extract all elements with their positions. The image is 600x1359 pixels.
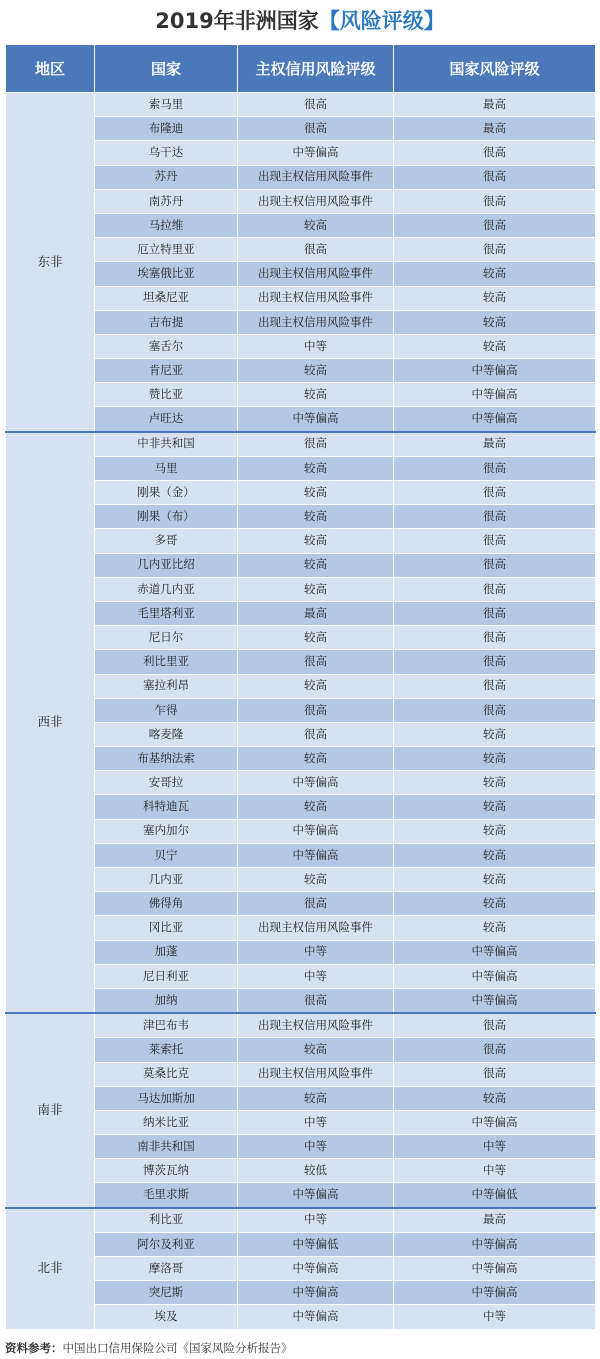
country-rating-cell: 很高	[394, 505, 596, 529]
country-cell: 毛里求斯	[95, 1183, 238, 1208]
sovereign-rating-cell: 很高	[238, 698, 394, 722]
country-cell: 科特迪瓦	[95, 795, 238, 819]
country-cell: 刚果（布）	[95, 505, 238, 529]
country-rating-cell: 中等偏低	[394, 1183, 596, 1208]
source-label: 资料参考：	[5, 1341, 63, 1355]
sovereign-rating-cell: 较高	[238, 553, 394, 577]
country-cell: 几内亚比绍	[95, 553, 238, 577]
table-row	[6, 626, 596, 650]
country-rating-cell: 较高	[394, 334, 596, 358]
table-row	[6, 795, 596, 819]
country-rating-cell: 最高	[394, 432, 596, 457]
table-row	[6, 1305, 596, 1329]
table-row	[6, 1110, 596, 1134]
country-rating-cell: 很高	[394, 698, 596, 722]
table-row	[6, 1208, 596, 1233]
table-row	[6, 334, 596, 358]
country-cell: 刚果（金）	[95, 481, 238, 505]
table-row	[6, 1086, 596, 1110]
table-row	[6, 505, 596, 529]
table-row	[6, 165, 596, 189]
sovereign-rating-cell: 出现主权信用风险事件	[238, 189, 394, 213]
country-cell: 塞内加尔	[95, 819, 238, 843]
sovereign-rating-cell: 较高	[238, 1086, 394, 1110]
table-row	[6, 722, 596, 746]
table-row	[6, 698, 596, 722]
table-row	[6, 189, 596, 213]
sovereign-rating-cell: 很高	[238, 892, 394, 916]
country-cell: 马拉维	[95, 213, 238, 237]
country-cell: 埃及	[95, 1305, 238, 1329]
country-rating-cell: 中等偏高	[394, 1110, 596, 1134]
header-country-rating: 国家风险评级	[394, 45, 596, 93]
sovereign-rating-cell: 较高	[238, 481, 394, 505]
country-rating-cell: 中等偏高	[394, 964, 596, 988]
title-main: 2019年非洲国家	[155, 9, 319, 33]
country-rating-cell: 很高	[394, 577, 596, 601]
country-rating-cell: 较高	[394, 262, 596, 286]
country-cell: 坦桑尼亚	[95, 286, 238, 310]
risk-table	[5, 44, 596, 1330]
sovereign-rating-cell: 中等偏高	[238, 819, 394, 843]
country-cell: 南非共和国	[95, 1135, 238, 1159]
table-row	[6, 93, 596, 117]
country-rating-cell: 很高	[394, 1013, 596, 1038]
sovereign-rating-cell: 出现主权信用风险事件	[238, 310, 394, 334]
country-cell: 赞比亚	[95, 383, 238, 407]
table-row	[6, 529, 596, 553]
sovereign-rating-cell: 较高	[238, 1038, 394, 1062]
table-row	[6, 262, 596, 286]
sovereign-rating-cell: 中等偏高	[238, 1305, 394, 1329]
country-cell: 加纳	[95, 988, 238, 1013]
country-rating-cell: 中等偏高	[394, 1257, 596, 1281]
header-region: 地区	[6, 45, 95, 93]
country-cell: 喀麦隆	[95, 722, 238, 746]
table-row	[6, 310, 596, 334]
sovereign-rating-cell: 较高	[238, 456, 394, 480]
region-cell: 西非	[6, 432, 95, 1014]
table-row	[6, 964, 596, 988]
sovereign-rating-cell: 出现主权信用风险事件	[238, 286, 394, 310]
country-rating-cell: 中等偏高	[394, 1232, 596, 1256]
sovereign-rating-cell: 较高	[238, 626, 394, 650]
country-cell: 乌干达	[95, 141, 238, 165]
sovereign-rating-cell: 出现主权信用风险事件	[238, 1062, 394, 1086]
country-rating-cell: 很高	[394, 601, 596, 625]
country-rating-cell: 较高	[394, 1086, 596, 1110]
country-cell: 尼日利亚	[95, 964, 238, 988]
country-rating-cell: 中等	[394, 1159, 596, 1183]
country-cell: 莫桑比克	[95, 1062, 238, 1086]
table-row	[6, 481, 596, 505]
country-rating-cell: 很高	[394, 141, 596, 165]
country-cell: 赤道几内亚	[95, 577, 238, 601]
sovereign-rating-cell: 较高	[238, 747, 394, 771]
table-row	[6, 577, 596, 601]
country-rating-cell: 很高	[394, 213, 596, 237]
table-row	[6, 1183, 596, 1208]
table-row	[6, 674, 596, 698]
country-cell: 埃塞俄比亚	[95, 262, 238, 286]
country-cell: 突尼斯	[95, 1281, 238, 1305]
country-rating-cell: 中等	[394, 1135, 596, 1159]
table-body	[6, 93, 596, 1330]
country-cell: 塞舌尔	[95, 334, 238, 358]
country-rating-cell: 很高	[394, 626, 596, 650]
sovereign-rating-cell: 较高	[238, 359, 394, 383]
sovereign-rating-cell: 中等偏高	[238, 141, 394, 165]
sovereign-rating-cell: 中等	[238, 940, 394, 964]
country-rating-cell: 很高	[394, 1062, 596, 1086]
region-cell: 北非	[6, 1208, 95, 1329]
page-title	[0, 0, 600, 40]
country-rating-cell: 最高	[394, 117, 596, 141]
sovereign-rating-cell: 较高	[238, 383, 394, 407]
table-row	[6, 238, 596, 262]
sovereign-rating-cell: 出现主权信用风险事件	[238, 165, 394, 189]
country-rating-cell: 最高	[394, 1208, 596, 1233]
country-rating-cell: 较高	[394, 722, 596, 746]
country-cell: 摩洛哥	[95, 1257, 238, 1281]
country-rating-cell: 很高	[394, 674, 596, 698]
country-cell: 冈比亚	[95, 916, 238, 940]
country-rating-cell: 很高	[394, 650, 596, 674]
sovereign-rating-cell: 较高	[238, 505, 394, 529]
table-row	[6, 432, 596, 457]
country-cell: 马里	[95, 456, 238, 480]
sovereign-rating-cell: 中等	[238, 334, 394, 358]
country-rating-cell: 较高	[394, 771, 596, 795]
sovereign-rating-cell: 中等偏高	[238, 1257, 394, 1281]
table-header-row	[6, 45, 596, 93]
header-sovereign-rating: 主权信用风险评级	[238, 45, 394, 93]
table-row	[6, 892, 596, 916]
sovereign-rating-cell: 很高	[238, 117, 394, 141]
country-cell: 利比亚	[95, 1208, 238, 1233]
country-rating-cell: 中等偏高	[394, 359, 596, 383]
table-row	[6, 359, 596, 383]
table-row	[6, 1232, 596, 1256]
country-rating-cell: 很高	[394, 553, 596, 577]
country-cell: 利比里亚	[95, 650, 238, 674]
country-rating-cell: 中等	[394, 1305, 596, 1329]
table-row	[6, 819, 596, 843]
country-rating-cell: 中等偏高	[394, 940, 596, 964]
country-cell: 吉布提	[95, 310, 238, 334]
country-rating-cell: 很高	[394, 165, 596, 189]
sovereign-rating-cell: 中等偏高	[238, 1281, 394, 1305]
country-cell: 苏丹	[95, 165, 238, 189]
table-row	[6, 843, 596, 867]
region-cell: 南非	[6, 1013, 95, 1208]
country-rating-cell: 较高	[394, 892, 596, 916]
sovereign-rating-cell: 很高	[238, 432, 394, 457]
sovereign-rating-cell: 最高	[238, 601, 394, 625]
country-cell: 塞拉利昂	[95, 674, 238, 698]
country-cell: 布隆迪	[95, 117, 238, 141]
country-cell: 尼日尔	[95, 626, 238, 650]
country-rating-cell: 很高	[394, 456, 596, 480]
sovereign-rating-cell: 很高	[238, 650, 394, 674]
country-rating-cell: 较高	[394, 819, 596, 843]
country-rating-cell: 较高	[394, 843, 596, 867]
table-row	[6, 988, 596, 1013]
sovereign-rating-cell: 较高	[238, 868, 394, 892]
table-row	[6, 1281, 596, 1305]
country-cell: 阿尔及利亚	[95, 1232, 238, 1256]
country-rating-cell: 最高	[394, 93, 596, 117]
country-cell: 卢旺达	[95, 407, 238, 432]
table-row	[6, 650, 596, 674]
table-row	[6, 601, 596, 625]
table-row	[6, 456, 596, 480]
table-row	[6, 383, 596, 407]
sovereign-rating-cell: 出现主权信用风险事件	[238, 916, 394, 940]
sovereign-rating-cell: 中等	[238, 1135, 394, 1159]
country-cell: 纳米比亚	[95, 1110, 238, 1134]
country-cell: 加蓬	[95, 940, 238, 964]
country-cell: 津巴布韦	[95, 1013, 238, 1038]
sovereign-rating-cell: 很高	[238, 722, 394, 746]
country-rating-cell: 较高	[394, 916, 596, 940]
country-rating-cell: 较高	[394, 747, 596, 771]
country-rating-cell: 很高	[394, 189, 596, 213]
country-cell: 索马里	[95, 93, 238, 117]
country-cell: 布基纳法索	[95, 747, 238, 771]
country-rating-cell: 较高	[394, 310, 596, 334]
sovereign-rating-cell: 中等偏高	[238, 407, 394, 432]
country-cell: 马达加斯加	[95, 1086, 238, 1110]
country-cell: 多哥	[95, 529, 238, 553]
sovereign-rating-cell: 很高	[238, 238, 394, 262]
table-row	[6, 1013, 596, 1038]
country-rating-cell: 较高	[394, 286, 596, 310]
country-cell: 毛里塔利亚	[95, 601, 238, 625]
country-cell: 博茨瓦纳	[95, 1159, 238, 1183]
table-row	[6, 553, 596, 577]
country-cell: 中非共和国	[95, 432, 238, 457]
table-row	[6, 1135, 596, 1159]
sovereign-rating-cell: 中等偏高	[238, 843, 394, 867]
table-row	[6, 1257, 596, 1281]
table-row	[6, 771, 596, 795]
country-cell: 肯尼亚	[95, 359, 238, 383]
table-row	[6, 747, 596, 771]
country-rating-cell: 较高	[394, 795, 596, 819]
table-row	[6, 940, 596, 964]
sovereign-rating-cell: 较高	[238, 674, 394, 698]
sovereign-rating-cell: 出现主权信用风险事件	[238, 1013, 394, 1038]
table-row	[6, 1062, 596, 1086]
table-row	[6, 868, 596, 892]
country-rating-cell: 较高	[394, 868, 596, 892]
sovereign-rating-cell: 出现主权信用风险事件	[238, 262, 394, 286]
country-cell: 几内亚	[95, 868, 238, 892]
sovereign-rating-cell: 较高	[238, 529, 394, 553]
sovereign-rating-cell: 中等偏高	[238, 1183, 394, 1208]
sovereign-rating-cell: 较高	[238, 577, 394, 601]
sovereign-rating-cell: 中等偏高	[238, 771, 394, 795]
sovereign-rating-cell: 中等偏低	[238, 1232, 394, 1256]
table-row	[6, 407, 596, 432]
sovereign-rating-cell: 很高	[238, 93, 394, 117]
country-cell: 厄立特里亚	[95, 238, 238, 262]
table-row	[6, 1159, 596, 1183]
sovereign-rating-cell: 中等	[238, 1208, 394, 1233]
country-cell: 安哥拉	[95, 771, 238, 795]
sovereign-rating-cell: 较高	[238, 795, 394, 819]
country-rating-cell: 中等偏高	[394, 988, 596, 1013]
header-country: 国家	[95, 45, 238, 93]
title-accent: 【风险评级】	[318, 9, 445, 33]
country-cell: 佛得角	[95, 892, 238, 916]
source-text: 中国出口信用保险公司《国家风险分析报告》	[62, 1341, 293, 1355]
sovereign-rating-cell: 较低	[238, 1159, 394, 1183]
country-cell: 莱索托	[95, 1038, 238, 1062]
region-cell: 东非	[6, 93, 95, 432]
country-rating-cell: 中等偏高	[394, 383, 596, 407]
country-rating-cell: 很高	[394, 481, 596, 505]
sovereign-rating-cell: 中等	[238, 1110, 394, 1134]
table-row	[6, 1038, 596, 1062]
source-note	[5, 1340, 293, 1356]
country-cell: 贝宁	[95, 843, 238, 867]
country-rating-cell: 中等偏高	[394, 1281, 596, 1305]
sovereign-rating-cell: 中等	[238, 964, 394, 988]
table-row	[6, 141, 596, 165]
table-row	[6, 117, 596, 141]
table-row	[6, 213, 596, 237]
country-rating-cell: 很高	[394, 529, 596, 553]
sovereign-rating-cell: 较高	[238, 213, 394, 237]
table-row	[6, 916, 596, 940]
country-rating-cell: 很高	[394, 1038, 596, 1062]
table-row	[6, 286, 596, 310]
sovereign-rating-cell: 很高	[238, 988, 394, 1013]
country-cell: 南苏丹	[95, 189, 238, 213]
country-rating-cell: 很高	[394, 238, 596, 262]
country-rating-cell: 中等偏高	[394, 407, 596, 432]
country-cell: 乍得	[95, 698, 238, 722]
